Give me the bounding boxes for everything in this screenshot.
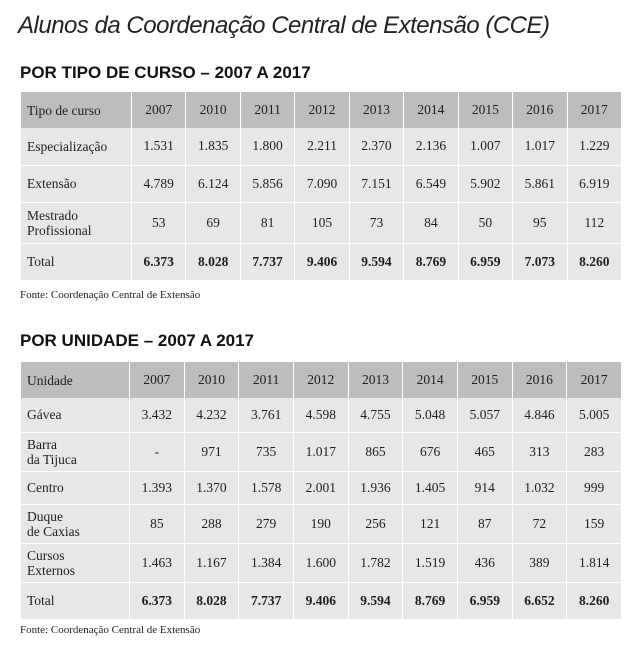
table-cell: 5.048 — [403, 398, 458, 432]
column-header-year: 2010 — [184, 362, 239, 398]
column-header-tipo-de-curso: Tipo de curso — [21, 92, 132, 128]
table-cell: 159 — [567, 504, 622, 543]
table-cell: 436 — [457, 543, 512, 582]
column-header-year: 2011 — [239, 362, 294, 398]
row-label-line: Especialização — [27, 138, 108, 154]
table-cell: 1.007 — [458, 128, 512, 165]
table-cell: 1.463 — [130, 543, 185, 582]
table-cell-total: 7.737 — [239, 582, 294, 619]
table-cell: 6.919 — [567, 165, 622, 202]
table-cell: 72 — [512, 504, 567, 543]
row-label — [21, 128, 132, 165]
table-cell: 73 — [349, 202, 403, 243]
row-label — [21, 471, 130, 504]
table-cell: 1.578 — [239, 471, 294, 504]
table-cell: 999 — [567, 471, 622, 504]
table-cell: 69 — [186, 202, 240, 243]
row-label-line: Centro — [27, 480, 64, 495]
table-cell: 87 — [457, 504, 512, 543]
row-label-line: Extensão — [27, 176, 77, 191]
table-cell-total: 8.769 — [404, 243, 458, 280]
row-label — [21, 432, 130, 471]
table-cell: 85 — [130, 504, 185, 543]
table-row — [21, 432, 622, 471]
row-label — [21, 398, 130, 432]
table-row-total — [21, 243, 622, 280]
source-note-tipo-de-curso: Fonte: Coordenação Central de Extensão — [20, 289, 201, 301]
row-label-line: Barra — [27, 436, 57, 452]
table-cell: 1.167 — [184, 543, 239, 582]
row-label-line: Profissional — [27, 222, 92, 238]
table-cell: 1.519 — [403, 543, 458, 582]
column-header-year: 2014 — [404, 92, 458, 128]
table-cell: 1.782 — [348, 543, 403, 582]
row-label-line: Duque — [27, 508, 63, 524]
table-row — [21, 128, 622, 165]
table-cell: 914 — [457, 471, 512, 504]
section-heading-tipo-de-curso: POR TIPO DE CURSO – 2007 A 2017 — [20, 63, 311, 82]
table-cell-total: 8.769 — [403, 582, 458, 619]
table-row — [21, 543, 622, 582]
table-cell-total: 8.028 — [186, 243, 240, 280]
table-cell: 53 — [132, 202, 186, 243]
table-cell-total: 8.260 — [567, 582, 622, 619]
table-cell: 1.814 — [567, 543, 622, 582]
row-label — [21, 543, 130, 582]
row-label-total: Total — [21, 243, 132, 280]
row-label-line: Cursos — [27, 547, 65, 563]
table-cell: 2.001 — [293, 471, 348, 504]
table-row — [21, 504, 622, 543]
table-cell: 4.846 — [512, 398, 567, 432]
table-cell: 5.902 — [458, 165, 512, 202]
table-cell: 5.057 — [457, 398, 512, 432]
table-cell: 3.432 — [130, 398, 185, 432]
table-cell: 971 — [184, 432, 239, 471]
table-cell: 6.124 — [186, 165, 240, 202]
column-header-year: 2012 — [295, 92, 349, 128]
table-cell: 288 — [184, 504, 239, 543]
table-cell: 6.549 — [404, 165, 458, 202]
table-cell: 465 — [457, 432, 512, 471]
table-cell: 5.856 — [240, 165, 294, 202]
section-heading-unidade: POR UNIDADE – 2007 A 2017 — [20, 331, 255, 350]
table-row — [21, 165, 622, 202]
column-header-year: 2015 — [458, 92, 512, 128]
table-cell: 3.761 — [239, 398, 294, 432]
table-cell: 7.090 — [295, 165, 349, 202]
table-body-unidade — [21, 398, 622, 619]
table-cell: 190 — [293, 504, 348, 543]
table-row-total — [21, 582, 622, 619]
column-header-year: 2011 — [240, 92, 294, 128]
table-cell: 313 — [512, 432, 567, 471]
column-header-year: 2017 — [567, 92, 622, 128]
column-header-year: 2015 — [457, 362, 512, 398]
table-cell: 865 — [348, 432, 403, 471]
column-header-year: 2016 — [513, 92, 567, 128]
column-header-year: 2014 — [403, 362, 458, 398]
table-cell: 1.531 — [132, 128, 186, 165]
table-cell-total: 6.652 — [512, 582, 567, 619]
column-header-year: 2013 — [348, 362, 403, 398]
table-cell-total: 6.373 — [130, 582, 185, 619]
table-cell: 1.600 — [293, 543, 348, 582]
table-cell: 4.789 — [132, 165, 186, 202]
table-cell: 279 — [239, 504, 294, 543]
source-note-unidade: Fonte: Coordenação Central de Extensão — [20, 624, 201, 636]
row-label-line: Mestrado — [27, 207, 78, 223]
table-cell: 256 — [348, 504, 403, 543]
table-cell: 5.861 — [513, 165, 567, 202]
table-cell: 1.384 — [239, 543, 294, 582]
table-cell: 2.211 — [295, 128, 349, 165]
table-cell-total: 8.260 — [567, 243, 622, 280]
table-cell-total: 8.028 — [184, 582, 239, 619]
table-cell: 389 — [512, 543, 567, 582]
column-header-year: 2016 — [512, 362, 567, 398]
column-header-year: 2007 — [132, 92, 186, 128]
table-cell: - — [130, 432, 185, 471]
table-cell: 2.136 — [404, 128, 458, 165]
table-row — [21, 202, 622, 243]
row-label-line: Gávea — [27, 407, 62, 423]
table-cell-total: 6.373 — [132, 243, 186, 280]
table-cell: 1.370 — [184, 471, 239, 504]
table-cell: 1.017 — [513, 128, 567, 165]
table-cell: 5.005 — [567, 398, 622, 432]
table-cell: 50 — [458, 202, 512, 243]
table-cell: 1.405 — [403, 471, 458, 504]
table-cell-total: 9.594 — [348, 582, 403, 619]
table-cell: 105 — [295, 202, 349, 243]
table-cell: 7.151 — [349, 165, 403, 202]
table-cell: 1.229 — [567, 128, 622, 165]
page-title: Alunos da Coordenação Central de Extensão (CCE) — [18, 12, 550, 39]
table-cell: 4.755 — [348, 398, 403, 432]
table-cell: 84 — [404, 202, 458, 243]
table-cell: 676 — [403, 432, 458, 471]
table-header-row — [21, 92, 622, 128]
table-cell: 735 — [239, 432, 294, 471]
table-cell: 1.800 — [240, 128, 294, 165]
row-label-line: Externos — [27, 562, 75, 578]
table-cell: 112 — [567, 202, 622, 243]
column-header-year: 2007 — [130, 362, 185, 398]
table-cell: 1.032 — [512, 471, 567, 504]
table-cell: 1.835 — [186, 128, 240, 165]
row-label-line: de Caxias — [27, 523, 80, 539]
row-label-total: Total — [21, 582, 130, 619]
table-cell-total: 9.594 — [349, 243, 403, 280]
table-cell: 81 — [240, 202, 294, 243]
table-cell-total: 6.959 — [458, 243, 512, 280]
column-header-year: 2017 — [567, 362, 622, 398]
table-row — [21, 398, 622, 432]
table-tipo-de-curso — [20, 92, 622, 281]
column-header-year: 2012 — [293, 362, 348, 398]
row-label — [21, 165, 132, 202]
table-cell: 1.936 — [348, 471, 403, 504]
row-label — [21, 504, 130, 543]
table-cell: 95 — [513, 202, 567, 243]
column-header-year: 2013 — [349, 92, 403, 128]
table-cell: 1.393 — [130, 471, 185, 504]
table-cell-total: 9.406 — [295, 243, 349, 280]
table-cell-total: 6.959 — [457, 582, 512, 619]
table-cell-total: 7.073 — [513, 243, 567, 280]
table-cell: 4.598 — [293, 398, 348, 432]
table-row — [21, 471, 622, 504]
column-header-year: 2010 — [186, 92, 240, 128]
table-body-tipo-de-curso — [21, 128, 622, 280]
table-cell: 283 — [567, 432, 622, 471]
row-label-line: da Tijuca — [27, 451, 77, 467]
table-cell-total: 9.406 — [293, 582, 348, 619]
table-cell: 4.232 — [184, 398, 239, 432]
table-cell: 2.370 — [349, 128, 403, 165]
table-header-row — [21, 362, 622, 398]
table-cell-total: 7.737 — [240, 243, 294, 280]
table-cell: 1.017 — [293, 432, 348, 471]
row-label — [21, 202, 132, 243]
column-header-unidade: Unidade — [21, 362, 130, 398]
table-cell: 121 — [403, 504, 458, 543]
table-unidade — [20, 362, 622, 620]
